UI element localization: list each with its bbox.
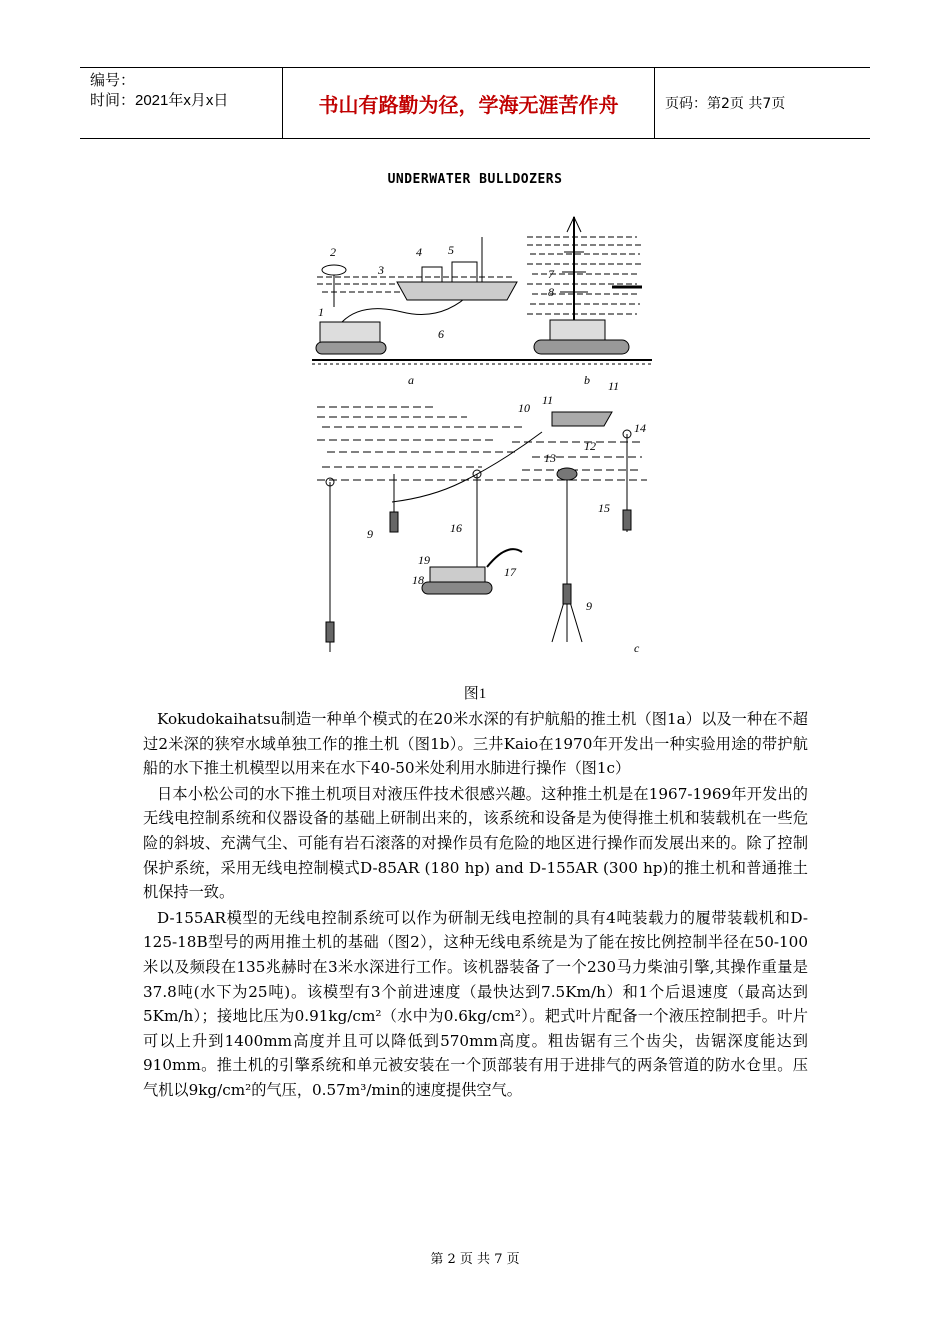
- header-meta: [80, 68, 283, 138]
- panel-label-c: c: [634, 641, 640, 655]
- part-number: 10: [518, 401, 530, 415]
- part-number: 9: [586, 599, 592, 613]
- part-number: 15: [598, 501, 610, 515]
- part-number: 11: [542, 393, 554, 407]
- paragraph: D-155AR模型的无线电控制系统可以作为研制无线电控制的具有4吨装载力的履带装载机和D-125-18B型号的两用推土机的基础（图2），这种无线电系统是为了能在按比例控制半径在50-100米以及频段在135兆赫时在3米水深进行工作。该机器装备了一个230马力柴油引擎,其操作重量是37.8吨(水下为25吨)。该模型有3个前进速度（最快达到7.5Km/h）和1个后退速度（最高达到5Km/h）；接地比压为0.91kg/cm²（水中为0.6kg/cm²）。耙式叶片配备一个液压控制把手。叶片可以上升到1400mm高度并且可以降低到570mm高度。粗齿锯有三个齿尖，齿锯深度能达到910mm。推土机的引擎系统和单元被安装在一个顶部装有用于进排气的两条管道的防水仓里。压气机以9kg/cm²的气压，0.57m³/min的速度提供空气。: [143, 908, 808, 1099]
- part-number: 7: [548, 267, 554, 281]
- part-number: 16: [450, 521, 462, 535]
- buoy-shape: [322, 265, 346, 307]
- header-time-label: 时间：2021年x月x日: [90, 92, 229, 109]
- bulldozer-a: [316, 292, 472, 354]
- part-number: 18: [412, 573, 424, 587]
- part-number: 5: [448, 243, 454, 257]
- figure-heading: UNDERWATER BULLDOZERS: [387, 172, 563, 187]
- paragraph: 日本小松公司的水下推土机项目对液压件技术很感兴趣。这种推土机是在1967-1969年开发出的无线电控制系统和仪器设备的基础上研制出来的，该系统和设备是为使得推土机和装载机在一些危险的斜坡、充满气尘、可能有岩石滚落的对操作员有危险的地区进行操作而发展出来的。除了控制保护系统，采用无线电控制模式D-85AR (180 hp) and D-155AR (300 hp)的推土机和普通推土机保持一致。: [143, 784, 808, 902]
- part-number: 4: [416, 245, 422, 259]
- bulldozer-c: [422, 468, 577, 594]
- diving-ship: [392, 412, 612, 502]
- part-number: 13: [544, 451, 556, 465]
- part-number: 2: [330, 245, 336, 259]
- header-page-info: 页码：第2页 共7页: [665, 96, 786, 112]
- page-header: [80, 67, 870, 139]
- header-motto: 书山有路勤为径，学海无涯苦作舟: [283, 68, 655, 138]
- buoy-lines: [326, 430, 631, 652]
- part-number: 9: [367, 527, 373, 541]
- figure-illustration: [312, 212, 652, 662]
- support-boat: [397, 237, 517, 300]
- part-number: 12: [584, 439, 596, 453]
- part-number: 19: [418, 553, 430, 567]
- paragraph: Kokudokaihatsu制造一种单个模式的在20米水深的有护航船的推土机（图1a）以及一种在不超过2米深的狭窄水域单独工作的推土机（图1b）。三井Kaio在1970年开发出一种实验用途的带护航船的水下推土机模型以用来在水下40-50米处利用水肺进行操作（图1c）: [143, 710, 808, 778]
- part-number: 1: [318, 305, 324, 319]
- panel-label-b: b: [584, 373, 590, 387]
- part-number: 3: [378, 263, 384, 277]
- part-number: 11: [608, 379, 620, 393]
- page-footer: 第 2 页 共 7 页: [430, 1252, 520, 1267]
- part-number: 17: [504, 565, 516, 579]
- figure-caption: 图1: [463, 686, 487, 702]
- water-lines-top: [317, 237, 642, 314]
- header-number-label: 编号：: [90, 72, 136, 89]
- part-number: 8: [548, 285, 554, 299]
- bulldozer-drawing: [312, 212, 652, 662]
- panel-label-a: a: [408, 373, 414, 387]
- part-number: 14: [634, 421, 646, 435]
- part-number: 6: [438, 327, 444, 341]
- body-text: [143, 707, 808, 1104]
